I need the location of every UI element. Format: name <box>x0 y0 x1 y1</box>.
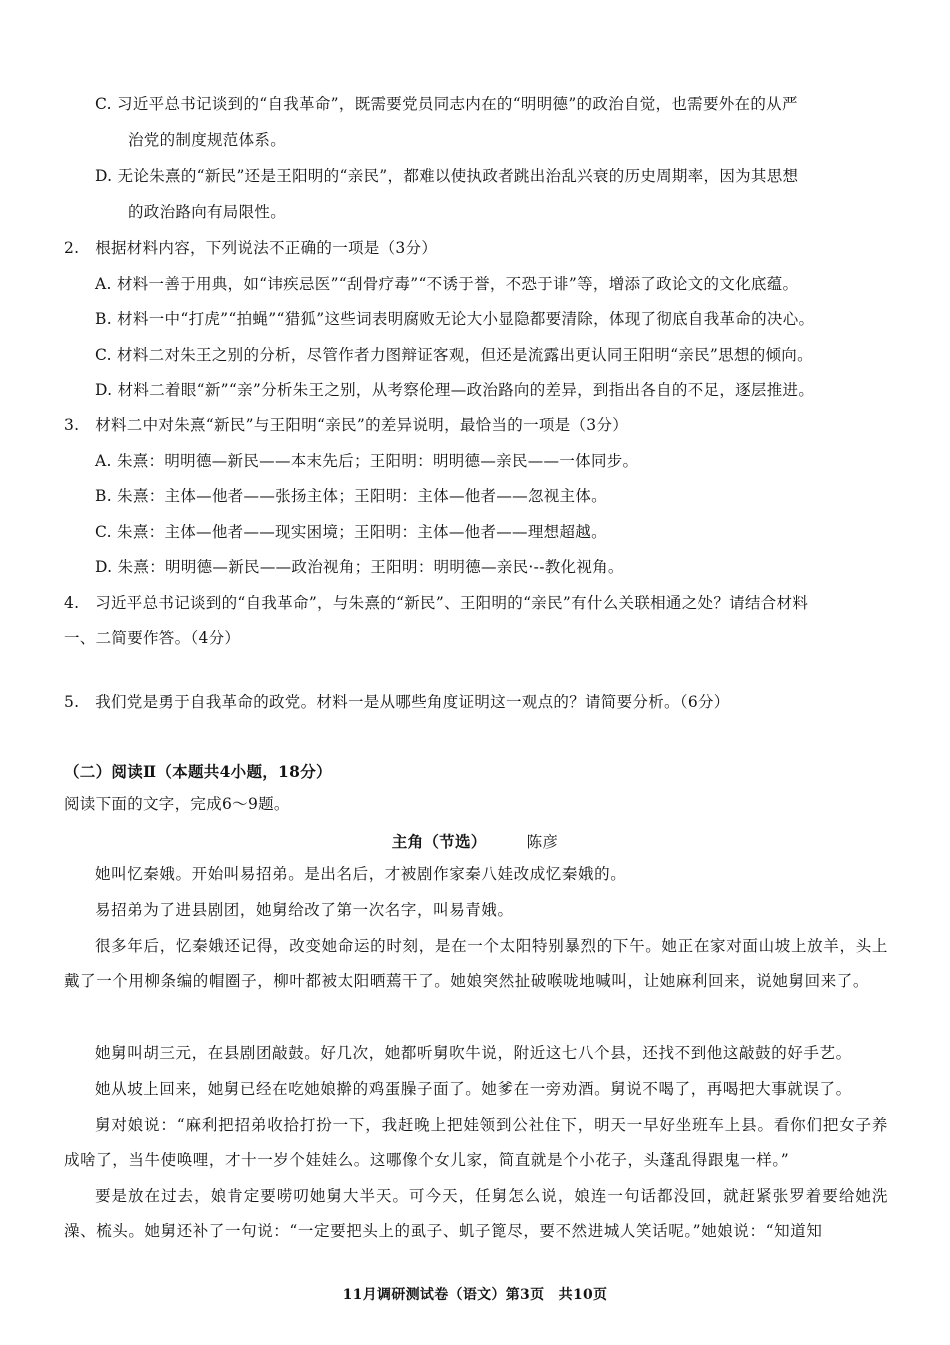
story-title-line <box>0 830 950 852</box>
question-5-stem: 5. 我们党是勇于自我革命的政党。材料一是从哪些角度证明这一观点的？请简要分析。（6分） <box>64 693 730 711</box>
story-paragraph: 很多年后，忆秦娥还记得，改变她命运的时刻，是在一个太阳特别暴烈的下午。她正在家对面山坡上放羊，头上戴了一个用柳条编的帽圈子，柳叶都被太阳晒蔫干了。她娘突然扯破喉咙地喊叫，让她麻利回来，说她舅回来了。 <box>64 937 888 990</box>
q3-option-d: D. 朱熹：明明德—新民——政治视角；王阳明：明明德—亲民·--教化视角。 <box>95 558 624 576</box>
q2-option-a: A. 材料一善于用典，如“讳疾忌医”“刮骨疗毒”“不诱于誉，不恐于诽”等，增添了政论文的文化底蕴。 <box>95 275 799 293</box>
q2-option-b: B. 材料一中“打虎”“拍蝇”“猎狐”这些词表明腐败无论大小显隐都要清除，体现了彻底自我革命的决心。 <box>95 310 815 328</box>
story-paragraph: 舅对娘说：“麻利把招弟收拾打扮一下，我赶晚上把娃领到公社住下，明天一早好坐班车上县。看你们把女子养成啥了，当牛使唤哩，才十一岁个娃娃么。这哪像个女儿家，简直就是个小花子，头蓬乱得跟鬼一样。” <box>64 1116 888 1169</box>
q1-option-d-line1: D. 无论朱熹的“新民”还是王阳明的“亲民”，都难以使执政者跳出治乱兴衰的历史周期率，因为其思想 <box>95 167 799 185</box>
page-footer: 11月调研测试卷（语文）第3页 共10页 <box>342 1287 608 1303</box>
q2-option-d: D. 材料二着眼“新”“亲”分析朱王之别，从考察伦理—政治路向的差异，到指出各自的不足，逐层推进。 <box>95 381 815 399</box>
q1-option-c-line1: C. 习近平总书记谈到的“自我革命”，既需要党员同志内在的“明明德”的政治自觉，也需要外在的从严 <box>95 95 798 113</box>
story-paragraph: 易招弟为了进县剧团，她舅给改了第一次名字，叫易青娥。 <box>95 901 514 919</box>
question-4-line2: 一、二简要作答。（4分） <box>64 629 241 647</box>
section-2-instruction: 阅读下面的文字，完成6～9题。 <box>64 795 290 813</box>
q3-option-c: C. 朱熹：主体—他者——现实困境；王阳明：主体—他者——理想超越。 <box>95 523 607 541</box>
q2-option-c: C. 材料二对朱王之别的分析，尽管作者力图辩证客观，但还是流露出更认同王阳明“亲民”思想的倾向。 <box>95 346 813 364</box>
story-paragraph: 她从坡上回来，她舅已经在吃她娘擀的鸡蛋臊子面了。她爹在一旁劝酒。舅说不喝了，再喝把大事就误了。 <box>95 1080 852 1098</box>
question-4-line1: 4. 习近平总书记谈到的“自我革命”，与朱熹的“新民”、王阳明的“亲民”有什么关联相通之处？请结合材料 <box>64 594 809 612</box>
q3-option-b: B. 朱熹：主体—他者——张扬主体；王阳明：主体—他者——忽视主体。 <box>95 487 607 505</box>
question-3-stem: 3. 材料二中对朱熹“新民”与王阳明“亲民”的差异说明，最恰当的一项是（3分） <box>64 416 629 434</box>
q1-option-d-line2: 的政治路向有局限性。 <box>128 203 287 221</box>
story-author: 陈彦 <box>526 833 559 851</box>
q1-option-c-line2: 治党的制度规范体系。 <box>128 131 287 149</box>
story-paragraph: 要是放在过去，娘肯定要唠叨她舅大半天。可今天，任舅怎么说，娘连一句话都没回，就赶紧张罗着要给她洗澡、梳头。她舅还补了一句说：“一定要把头上的虱子、虮子篦尽，要不然进城人笑话呢。”她娘说：“知道知 <box>64 1187 888 1240</box>
question-2-stem: 2. 根据材料内容，下列说法不正确的一项是（3分） <box>64 239 438 257</box>
q3-option-a: A. 朱熹：明明德—新民——本末先后；王阳明：明明德—亲民——一体同步。 <box>95 452 639 470</box>
story-paragraph: 她舅叫胡三元，在县剧团敲鼓。好几次，她都听舅吹牛说，附近这七八个县，还找不到他这敲鼓的好手艺。 <box>95 1044 852 1062</box>
section-2-heading: （二）阅读Ⅱ（本题共4小题，18分） <box>64 762 332 781</box>
story-title: 主角（节选） <box>391 832 487 851</box>
story-paragraph: 她叫忆秦娥。开始叫易招弟。是出名后，才被剧作家秦八娃改成忆秦娥的。 <box>95 865 627 883</box>
